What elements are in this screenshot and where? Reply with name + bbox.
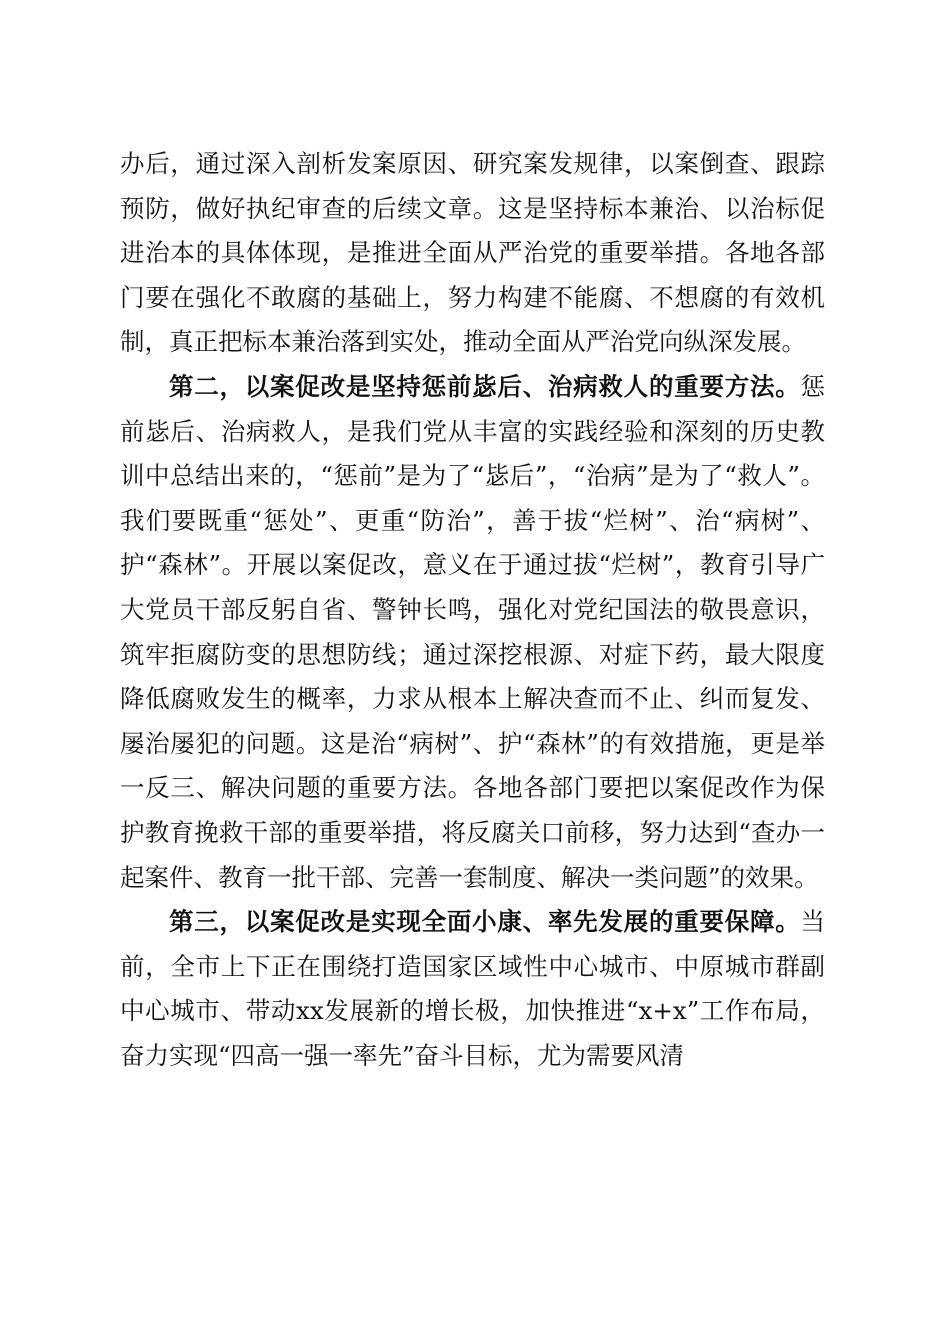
paragraph-text: 当前，全市上下正在围绕打造国家区域性中心城市、中原城市群副中心城市、带动xx发展新的增长极，加快推进“x+x”工作布局，奋力实现“四高一强一率先”奋斗目标，尤为需要风清 [120,907,825,1070]
paragraph-text: 办后，通过深入剖析发案原因、研究案发规律，以案倒查、跟踪预防，做好执纪审查的后续文章。这是坚持标本兼治、以治标促进治本的具体体现，是推进全面从严治党的重要举措。各地各部门要在强化不敢腐的基础上，努力构建不能腐、不想腐的有效机制，真正把标本兼治落到实处，推动全面从严治党向纵深发展。 [120,149,825,357]
paragraph-third-point [120,900,825,1078]
paragraph-continuation [120,142,825,365]
document-body [120,142,825,1078]
paragraph-second-point [120,365,825,900]
paragraph-lead-heading: 第二，以案促改是坚持惩前毖后、治病救人的重要方法。 [169,371,801,401]
paragraph-lead-heading: 第三，以案促改是实现全面小康、率先发展的重要保障。 [169,907,801,937]
paragraph-text: 惩前毖后、治病救人，是我们党从丰富的实践经验和深刻的历史教训中总结出来的，“惩前”是为了“毖后”，“治病”是为了“救人”。我们要既重“惩处”、更重“防治”，善于拔“烂树”、治“病树”、护“森林”。开展以案促改，意义在于通过拔“烂树”，教育引导广大党员干部反躬自省、警钟长鸣，强化对党纪国法的敬畏意识，筑牢拒腐防变的思想防线；通过深挖根源、对症下药，最大限度降低腐败发生的概率，力求从根本上解决查而不止、纠而复发、屡治屡犯的问题。这是治“病树”、护“森林”的有效措施，更是举一反三、解决问题的重要方法。各地各部门要把以案促改作为保护教育挽救干部的重要举措，将反腐关口前移，努力达到“查办一起案件、教育一批干部、完善一套制度、解决一类问题”的效果。 [120,371,825,892]
